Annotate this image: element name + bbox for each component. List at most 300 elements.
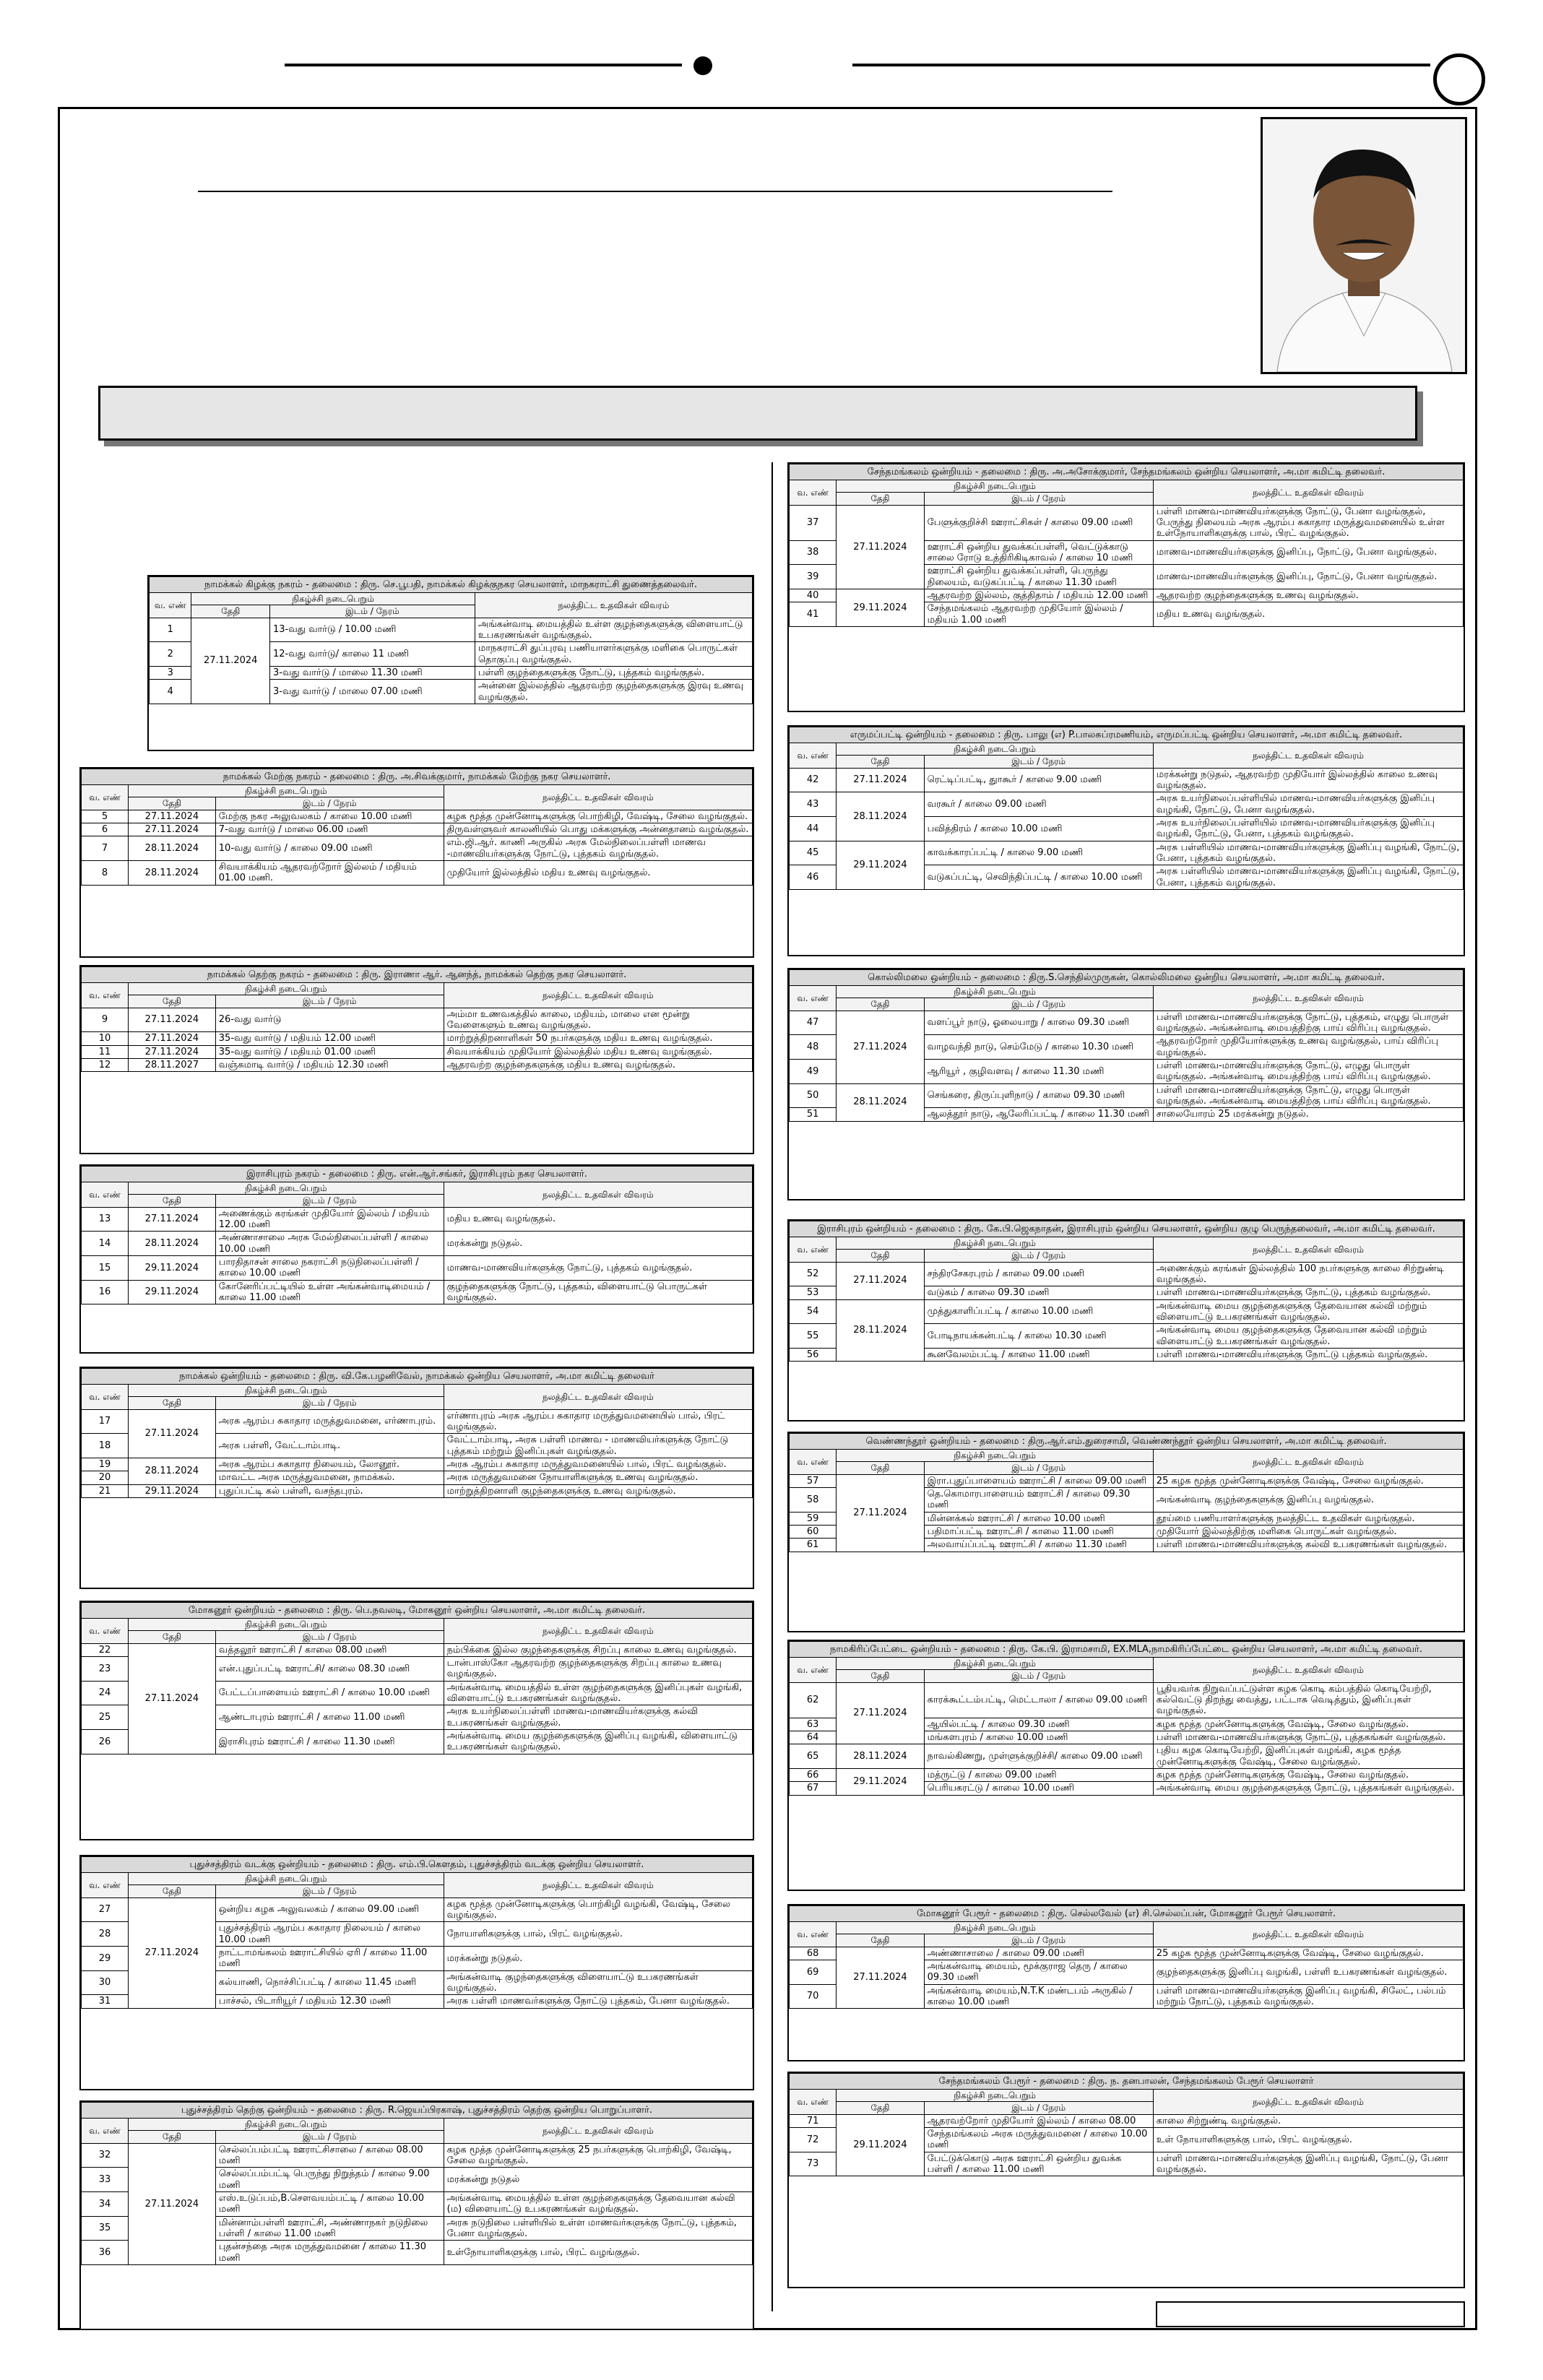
schedule-grid: [789, 1641, 1464, 1796]
table-row: [82, 1280, 753, 1304]
row-place-time: பாரதிதாசன் சாலை நகராட்சி நடுநிலைப்பள்ளி /காலை 10.00 மணி: [215, 1255, 444, 1280]
schedule-table: [79, 1367, 754, 1589]
row-details: அங்கன்வாடி மையத்தில் உள்ள குழந்தைகளுக்கு இனிப்புகள் வழங்கி, விளையாட்டு உபகரணங்கள் வழங்குதல்.: [444, 1681, 752, 1705]
row-number: 21: [82, 1484, 129, 1497]
schedule-table: [79, 1164, 754, 1354]
row-details: பள்ளி மாணவ-மாணவியர்களுக்கு இனிப்பு வழங்கி, சிலேட், பல்பம் மற்றும் நோட்டு, புத்தகம் வழங்குதல்.: [1153, 1984, 1463, 2009]
row-details: பள்ளி மாணவ-மாணவியர்களுக்கு கல்வி உபகரணங்கள் வழங்குதல்.: [1153, 1539, 1463, 1552]
column-header-event: நிகழ்ச்சி நடைபெறும்: [837, 1237, 1154, 1250]
row-details: அரசு மருத்துவமனை நோயாளிகளுக்கு உணவு வழங்குதல்.: [444, 1471, 752, 1484]
table-row: [790, 1474, 1464, 1487]
row-place-time: பெரியகரட்டு / காலை 10.00 மணி: [924, 1782, 1153, 1795]
row-number: 19: [82, 1458, 129, 1471]
row-number: 47: [790, 1011, 837, 1035]
row-place-time: ஆண்டாபுரம் ஊராட்சி / காலை 11.00 மணி: [215, 1705, 444, 1730]
row-place-time: முத்துகாளிப்பட்டி / காலை 10.00 மணி: [924, 1299, 1153, 1324]
row-number: 20: [82, 1471, 129, 1484]
row-place-time: பாச்சல், பிடாரியூர் / மதியம் 12.30 மணி: [215, 1995, 444, 2008]
column-header-details: நலத்திட்ட உதவிகள் விவரம்: [444, 785, 752, 810]
row-number: 36: [82, 2241, 129, 2265]
column-header-no: வ. எண்: [82, 785, 129, 810]
column-header-date: தேதி: [837, 1462, 924, 1474]
row-details: சாலையோரம் 25 மரக்கன்று நடுதல்.: [1153, 1108, 1463, 1121]
row-date: 27.11.2024: [129, 2143, 216, 2264]
column-header-place: இடம் / நேரம்: [269, 605, 475, 618]
page-number-circle: [1433, 53, 1485, 105]
row-place-time: தெ.கொமாரபாளையம் ஊராட்சி / காலை 09.30 மணி: [924, 1487, 1153, 1512]
row-number: 71: [790, 2114, 837, 2127]
table-row: [82, 1008, 753, 1032]
row-place-time: காரக்கூட்டம்பட்டி, மெட்டாலா / காலை 09.00 மணி: [924, 1682, 1153, 1718]
row-number: 25: [82, 1705, 129, 1730]
row-number: 12: [82, 1058, 129, 1071]
row-details: மாநகராட்சி துப்புரவு பணியாளர்களுக்கு மளிகை பொருட்கள் தொகுப்பு வழங்குதல்.: [475, 642, 752, 667]
row-place-time: பேட்டுக்கொடு அரசு ஊராட்சி ஒன்றிய துவக்க பள்ளி / காலை 11.00 மணி: [924, 2152, 1153, 2176]
table-row: [82, 810, 753, 823]
row-date: 27.11.2024: [837, 1474, 924, 1552]
row-details: கழக மூத்த முன்னோடிகளுக்கு பொற்கிழி, வேஷ்டி, சேலை வழங்குதல்.: [444, 810, 752, 823]
row-date: 27.11.2024: [129, 1643, 216, 1754]
row-date: 28.11.2024: [837, 1744, 924, 1769]
row-details: கழக மூத்த முன்னோடிகளுக்கு வேஷ்டி, சேலை வழங்குதல்.: [1153, 1718, 1463, 1731]
table-row: [82, 1643, 753, 1656]
row-details: குழந்தைகளுக்கு இனிப்பு வழங்கி, பள்ளி உபகரணங்கள் வழங்குதல்.: [1153, 1960, 1463, 1984]
column-header-details: நலத்திட்ட உதவிகள் விவரம்: [444, 1873, 752, 1897]
column-header-details: நலத்திட்ட உதவிகள் விவரம்: [1153, 743, 1463, 768]
column-header-no: வ. எண்: [790, 2090, 837, 2114]
row-details: அங்கன்வாடி மைய குழந்தைகளுக்கு தேவையான கல்வி மற்றும் விளையாட்டு உபகரணங்கள் வழங்குதல்.: [1153, 1324, 1463, 1349]
row-place-time: ரெட்டிப்பட்டி, துாகூர் / காலை 9.00 மணி: [924, 768, 1153, 792]
row-date: 29.11.2024: [837, 2114, 924, 2176]
table-row: [82, 1058, 753, 1071]
table-row: [82, 1484, 753, 1497]
table-title: இராசிபுரம் ஒன்றியம் - தலைமை : திரு. கே.பி.ஜெகநாதன், இராசிபுரம் ஒன்றிய செயலாளர், ஒன்றிய குழு பெருந்தலைவர், அ.மா கமிட்டி தலைவர்.: [790, 1221, 1464, 1237]
row-number: 62: [790, 1682, 837, 1718]
column-header-event: நிகழ்ச்சி நடைபெறும்: [837, 986, 1154, 998]
table-row: [790, 1299, 1464, 1324]
row-place-time: மேற்கு நகர அலுவலகம் / காலை 10.00 மணி: [215, 810, 444, 823]
table-title: கொல்லிமலை ஒன்றியம் - தலைமை : திரு.S.செந்தில்முருகன், கொல்லிமலை ஒன்றிய செயலாளர், அ.மா கமிட்டி தலைவர்.: [790, 970, 1464, 986]
row-place-time: அரசு பள்ளி, வேட்டாம்பாடி.: [215, 1434, 444, 1458]
column-header-date: தேதி: [837, 1934, 924, 1947]
row-number: 23: [82, 1656, 129, 1681]
row-details: பள்ளி மாணவ-மாணவியர்களுக்கு நோட்டு, பேனா வழங்குதல், பேருந்து நிலையம் அரசு ஆரம்ப சுகாதார மருத்துவமனையில் உள்ள உள்நோயாளிகளுக்கு பால், பிரட் வழங்குதல்.: [1153, 505, 1463, 540]
schedule-table: [787, 462, 1465, 712]
column-header-event: நிகழ்ச்சி நடைபெறும்: [129, 1182, 444, 1195]
row-date: 27.11.2024: [129, 1008, 216, 1032]
column-header-date: தேதி: [837, 756, 924, 768]
table-row: [82, 823, 753, 836]
row-number: 11: [82, 1045, 129, 1058]
row-date: 28.11.2024: [837, 1299, 924, 1362]
column-header-no: வ. எண்: [790, 1922, 837, 1947]
row-number: 55: [790, 1324, 837, 1349]
row-date: 27.11.2024: [129, 1032, 216, 1045]
column-header-details: நலத்திட்ட உதவிகள் விவரம்: [1153, 1922, 1463, 1947]
row-details: அரசு ஆரம்ப சுகாதார மருத்துவமனையில் பால், பிரட் வழங்குதல்.: [444, 1458, 752, 1471]
row-details: நோயாளிகளுக்கு பால், பிரட் வழங்குதல்.: [444, 1922, 752, 1947]
schedule-grid: [789, 1433, 1464, 1552]
row-place-time: கல்யாணி, நொச்சிப்பட்டி / காலை 11.45 மணி: [215, 1970, 444, 1995]
leader-photo: [1261, 117, 1467, 374]
row-number: 27: [82, 1897, 129, 1922]
row-details: அங்கன்வாடி குழந்தைகளுக்கு இனிப்பு வழங்குதல்.: [1153, 1487, 1463, 1512]
row-date: 29.11.2024: [129, 1280, 216, 1304]
row-place-time: ஒன்றிய கழக அலுவலகம் / காலை 09.00 மணி: [215, 1897, 444, 1922]
column-header-date: தேதி: [837, 493, 924, 505]
row-number: 29: [82, 1946, 129, 1970]
column-header-no: வ. எண்: [82, 1873, 129, 1897]
column-header-details: நலத்திட்ட உதவிகள் விவரம்: [444, 2119, 752, 2143]
row-place-time: 3-வது வார்டு / மாலை 11.30 மணி: [269, 666, 475, 679]
row-number: 43: [790, 792, 837, 817]
row-date: 28.11.2024: [129, 860, 216, 885]
column-header-details: நலத்திட்ட உதவிகள் விவரம்: [444, 1182, 752, 1207]
row-details: சிவயாக்கியம் முதியோர் இல்லத்தில் மதிய உணவு வழங்குதல்.: [444, 1045, 752, 1058]
row-number: 70: [790, 1984, 837, 2009]
schedule-table: [79, 965, 754, 1154]
row-place-time: கூனவேலம்பட்டி / காலை 11.00 மணி: [924, 1348, 1153, 1361]
row-date: 27.11.2024: [837, 1947, 924, 2009]
row-number: 41: [790, 602, 837, 627]
row-place-time: செல்லப்பம்பட்டி பெருந்து நிறுத்தம் / காலை 9.00 மணி: [215, 2168, 444, 2192]
row-place-time: இரா.புதுப்பாளையம் ஊராட்சி / காலை 09.00 மணி: [924, 1474, 1153, 1487]
column-header-details: நலத்திட்ட உதவிகள் விவரம்: [444, 1385, 752, 1409]
row-details: மரக்கன்று நடுதல்.: [444, 1232, 752, 1256]
row-place-time: வஞ்சுமாடி வார்டு / மதியம் 12.30 மணி: [215, 1058, 444, 1071]
table-row: [790, 768, 1464, 792]
row-number: 57: [790, 1474, 837, 1487]
row-details: மதிய உணவு வழங்குதல்.: [444, 1207, 752, 1232]
column-header-event: நிகழ்ச்சி நடைபெறும்: [837, 1922, 1154, 1934]
row-number: 35: [82, 2216, 129, 2241]
column-header-place: இடம் / நேரம்: [215, 1631, 444, 1643]
column-header-event: நிகழ்ச்சி நடைபெறும்: [129, 1385, 444, 1397]
row-place-time: ஆரியூர் , குழிவளவு / காலை 11.30 மணி: [924, 1059, 1153, 1083]
row-place-time: புதன்சந்தை அரசு மருத்துவமனை / காலை 11.30 மணி: [215, 2241, 444, 2265]
column-header-no: வ. எண்: [82, 1385, 129, 1409]
column-header-details: நலத்திட்ட உதவிகள் விவரம்: [1153, 1237, 1463, 1262]
column-header-date: தேதி: [129, 2131, 216, 2143]
row-number: 44: [790, 816, 837, 841]
schedule-table: [787, 1640, 1465, 1891]
column-header-event: நிகழ்ச்சி நடைபெறும்: [129, 2119, 444, 2131]
row-date: 28.11.2027: [129, 1058, 216, 1071]
column-header-no: வ. எண்: [790, 1450, 837, 1474]
row-place-time: இராசிபுரம் ஊராட்சி / காலை 11.30 மணி: [215, 1729, 444, 1754]
row-details: மாணவ-மாணவியர்களுக்கு இனிப்பு, நோட்டு, பேனா வழங்குதல்.: [1153, 565, 1463, 589]
schedule-table: [787, 1432, 1465, 1632]
row-place-time: போடிநாயக்கன்பட்டி / காலை 10.30 மணி: [924, 1324, 1153, 1349]
row-place-time: புதுச்சத்திரம் ஆரம்ப சுகாதார நிலையம் / காலை 10.00 மணி: [215, 1922, 444, 1947]
table-title: நாமக்கல் தெற்கு நகரம் - தலைமை : திரு. இராணா ஆர். ஆனந்த், நாமக்கல் தெற்கு நகர செயலாளர்.: [82, 967, 753, 983]
row-number: 5: [82, 810, 129, 823]
column-header-date: தேதி: [191, 605, 270, 618]
row-details: ஆதரவற்ற குழந்தைகளுக்கு மதிய உணவு வழங்குதல்.: [444, 1058, 752, 1071]
column-header-details: நலத்திட்ட உதவிகள் விவரம்: [1153, 2090, 1463, 2114]
row-details: 25 கழக மூத்த முன்னோடிகளுக்கு வேஷ்டி, சேலை வழங்குதல்.: [1153, 1474, 1463, 1487]
schedule-table: [787, 1219, 1465, 1421]
row-place-time: கோனேரிப்பட்டியில் உள்ள அங்கன்வாடிமையம் / காலை 11.00 மணி: [215, 1280, 444, 1304]
signature-box: [1156, 2301, 1465, 2327]
row-place-time: நாட்டாமங்கலம் ஊராட்சியில் ஏரி / காலை 11.00 மணி: [215, 1946, 444, 1970]
column-header-event: நிகழ்ச்சி நடைபெறும்: [837, 480, 1154, 493]
party-emblem-icon: [693, 56, 712, 75]
column-header-place: இடம் / நேரம்: [924, 1250, 1153, 1262]
row-place-time: பதிமாப்பட்டி ஊராட்சி / காலை 11.00 மணி: [924, 1525, 1153, 1538]
column-header-details: நலத்திட்ட உதவிகள் விவரம்: [444, 1619, 752, 1643]
row-date: 27.11.2024: [129, 1045, 216, 1058]
row-date: 29.11.2024: [837, 589, 924, 626]
row-details: அரசு உயர்நிலைப்பள்ளியில் மாணவ-மாணவியர்களுக்கு இனிப்பு வழங்கி, நோட்டு, பேனா வழங்குதல்.: [1153, 792, 1463, 817]
row-details: 25 கழக மூத்த முன்னோடிகளுக்கு வேஷ்டி, சேலை வழங்குதல்.: [1153, 1947, 1463, 1960]
row-details: கழக மூத்த முன்னோடிகளுக்கு வேஷ்டி, சேலை வழங்குதல்.: [1153, 1768, 1463, 1781]
row-number: 13: [82, 1207, 129, 1232]
row-details: எர்ணாபுரம் அரசு ஆரம்ப சுகாதார மருத்துவமனையில் பால், பிரட் வழங்குதல்.: [444, 1409, 752, 1434]
row-place-time: பவித்திரம் / காலை 10.00 மணி: [924, 816, 1153, 841]
column-header-details: நலத்திட்ட உதவிகள் விவரம்: [1153, 986, 1463, 1011]
table-row: [82, 860, 753, 885]
table-row: [790, 1947, 1464, 1960]
column-header-place: இடம் / நேரம்: [215, 2131, 444, 2143]
row-date: 27.11.2024: [129, 1207, 216, 1232]
row-place-time: அணைக்கும் கரங்கள் முதியோர் இல்லம் / மதியம் 12.00 மணி: [215, 1207, 444, 1232]
row-details: உள் நோயாளிகளுக்கு பால், பிரட் வழங்குதல்.: [1153, 2127, 1463, 2152]
column-header-details: நலத்திட்ட உதவிகள் விவரம்: [475, 593, 752, 618]
row-date: 29.11.2024: [129, 1484, 216, 1497]
schedule-grid: [789, 1905, 1464, 2009]
row-number: 73: [790, 2152, 837, 2176]
column-header-place: இடம் / நேரம்: [924, 2102, 1153, 2114]
row-number: 39: [790, 565, 837, 589]
column-header-event: நிகழ்ச்சி நடைபெறும்: [129, 983, 444, 995]
row-details: பள்ளி மாணவ-மாணவியர்களுக்கு நோட்டு, புத்தகம், எழுது பொருள் வழங்குதல். அங்கன்வாடி மையத்திற்கு பாய் விரிப்பு வழங்குதல்.: [1153, 1011, 1463, 1035]
header-rule-left: [285, 64, 682, 66]
table-row: [790, 841, 1464, 865]
row-number: 34: [82, 2191, 129, 2216]
column-header-no: வ. எண்: [790, 986, 837, 1011]
row-details: பள்ளி குழந்தைகளுக்கு நோட்டு, புத்தகம் வழங்குதல்.: [475, 666, 752, 679]
table-row: [790, 792, 1464, 817]
row-details: அங்கன்வாடி மைய குழந்தைகளுக்கு தேவையான கல்வி மற்றும் விளையாட்டு உபகரணங்கள் வழங்குதல்.: [1153, 1299, 1463, 1324]
row-details: மாணவ-மாணவியர்களுக்கு இனிப்பு, நோட்டு, பேனா வழங்குதல்.: [1153, 540, 1463, 565]
row-details: அம்மா உணவகத்தில் காலை, மதியம், மாலை என மூன்று வேளைகளும் உணவு வழங்குதல்.: [444, 1008, 752, 1032]
column-header-date: தேதி: [129, 1885, 216, 1897]
row-number: 68: [790, 1947, 837, 1960]
row-number: 42: [790, 768, 837, 792]
row-number: 60: [790, 1525, 837, 1538]
table-title: மோகனூர் ஒன்றியம் - தலைமை : திரு. பெ.நவலடி, மோகனூர் ஒன்றிய செயலாளர், அ.மா கமிட்டி தலைவர்.: [82, 1603, 753, 1619]
column-header-details: நலத்திட்ட உதவிகள் விவரம்: [1153, 480, 1463, 505]
column-divider: [772, 462, 773, 2311]
schedule-table: [787, 1904, 1465, 2061]
row-number: 33: [82, 2168, 129, 2192]
row-date: 27.11.2024: [837, 505, 924, 589]
row-details: கழக மூத்த முன்னோடிகளுக்கு 25 நபர்களுக்கு பொற்கிழி, வேஷ்டி, சேலை வழங்குதல்.: [444, 2143, 752, 2168]
table-title: புதுச்சத்திரம் வடக்கு ஒன்றியம் - தலைமை : திரு. எம்.பி.கௌதம், புதுச்சத்திரம் வடக்கு ஒன்றிய செயலாளர்.: [82, 1857, 753, 1873]
column-header-place: இடம் / நேரம்: [215, 797, 444, 810]
header-rule-right: [852, 64, 1430, 66]
row-place-time: எஸ்.உடுப்பம்,B.சௌவயம்பட்டி / காலை 10.00 மணி: [215, 2191, 444, 2216]
row-number: 26: [82, 1729, 129, 1754]
schedule-table: [787, 2072, 1465, 2288]
schedule-table: [79, 2100, 754, 2330]
row-number: 9: [82, 1008, 129, 1032]
row-place-time: வளப்பூர் நாடு, ஓலையாறு / காலை 09.30 மணி: [924, 1011, 1153, 1035]
row-details: பள்ளி மாணவ-மாணவியர்களுக்கு நோட்டு, எழுது பொருள் வழங்குதல். அங்கன்வாடி மையத்திற்கு பாய் விரிப்பு வழங்குதல்.: [1153, 1059, 1463, 1083]
column-header-event: நிகழ்ச்சி நடைபெறும்: [129, 1873, 444, 1885]
row-place-time: அண்ணாசாலை / காலை 09.00 மணி: [924, 1947, 1153, 1960]
row-date: 28.11.2024: [837, 792, 924, 841]
row-number: 30: [82, 1970, 129, 1995]
row-number: 4: [150, 680, 191, 704]
schedule-grid: [789, 969, 1464, 1122]
column-header-no: வ. எண்: [790, 480, 837, 505]
row-place-time: 7-வது வார்டு / மாலை 06.00 மணி: [215, 823, 444, 836]
row-place-time: அங்கன்வாடி மையம், மூக்குராஜ தெரு / காலை 09.30 மணி: [924, 1960, 1153, 1984]
schedule-grid: [789, 2073, 1464, 2176]
table-row: [790, 1083, 1464, 1108]
schedule-table: [147, 575, 754, 751]
row-date: 27.11.2024: [837, 768, 924, 792]
row-details: அரசு உயர்நிலைப்பள்ளி மாணவ-மாணவியர்களுக்கு கல்வி உபகரணங்கள் வழங்குதல்.: [444, 1705, 752, 1730]
row-number: 40: [790, 589, 837, 602]
row-place-time: சந்திரசேகரபுரம் / காலை 09.00 மணி: [924, 1262, 1153, 1286]
column-header-place: இடம் / நேரம்: [215, 1397, 444, 1409]
table-row: [790, 505, 1464, 540]
row-details: அங்கன்வாடி மைய குழந்தைகளுக்கு நோட்டு, புத்தகங்கள் வழங்குதல்.: [1153, 1782, 1463, 1795]
row-date: 28.11.2024: [129, 1458, 216, 1484]
row-place-time: 12-வது வார்டு/ காலை 11 மணி: [269, 642, 475, 667]
table-row: [790, 2114, 1464, 2127]
row-place-time: மங்களபுரம் / காலை 10.00 மணி: [924, 1731, 1153, 1744]
row-details: நம்பிக்கை இல்ல குழந்தைகளுக்கு சிறப்பு காலை உணவு வழங்குதல்.: [444, 1643, 752, 1656]
table-row: [82, 1409, 753, 1434]
row-number: 48: [790, 1035, 837, 1060]
row-number: 22: [82, 1643, 129, 1656]
row-details: தூய்மை பணியாளர்களுக்கு நலத்திட்ட உதவிகள் வழங்குதல்.: [1153, 1512, 1463, 1525]
row-details: அங்கன்வாடி மையத்தில் உள்ள குழந்தைகளுக்கு விளையாட்டு உபகரணங்கள் வழங்குதல்.: [475, 618, 752, 642]
row-number: 61: [790, 1539, 837, 1552]
table-title: இராசிபுரம் நகரம் - தலைமை : திரு. என்.ஆர்.சங்கர், இராசிபுரம் நகர செயலாளர்.: [82, 1167, 753, 1182]
row-details: பள்ளி மாணவ-மாணவியர்களுக்கு நோட்டு, புத்தகம் வழங்குதல்.: [1153, 1286, 1463, 1299]
column-header-date: தேதி: [837, 998, 924, 1011]
row-place-time: 10-வது வார்டு / காலை 09.00 மணி: [215, 836, 444, 861]
row-place-time: ஆலத்தூர் நாடு, ஆலேரிப்பட்டி / காலை 11.30 மணி: [924, 1108, 1153, 1121]
row-details: மாற்றுத்திறனாளி குழந்தைகளுக்கு உணவு வழங்குதல்.: [444, 1484, 752, 1497]
row-number: 31: [82, 1995, 129, 2008]
column-header-place: இடம் / நேரம்: [215, 1195, 444, 1207]
row-number: 45: [790, 841, 837, 865]
row-details: அன்னை இல்லத்தில் ஆதரவற்ற குழந்தைகளுக்கு இரவு உணவு வழங்குதல்.: [475, 680, 752, 704]
schedule-grid: [81, 769, 753, 886]
row-date: 27.11.2024: [129, 810, 216, 823]
table-title: நாமக்கல் மேற்கு நகரம் - தலைமை : திரு. அ.சிவக்குமார், நாமக்கல் மேற்கு நகர செயலாளர்.: [82, 769, 753, 785]
row-number: 24: [82, 1681, 129, 1705]
row-place-time: வத்தலூர் ஊராட்சி / காலை 08.00 மணி: [215, 1643, 444, 1656]
row-place-time: 35-வது வார்டு / மதியம் 01.00 மணி: [215, 1045, 444, 1058]
row-number: 46: [790, 865, 837, 890]
table-row: [150, 618, 753, 642]
row-number: 52: [790, 1262, 837, 1286]
row-number: 65: [790, 1744, 837, 1769]
row-number: 72: [790, 2127, 837, 2152]
row-number: 67: [790, 1782, 837, 1795]
row-details: பள்ளி மாணவ-மாணவியர்களுக்கு நோட்டு புத்தகம் வழங்குதல்.: [1153, 1348, 1463, 1361]
column-header-date: தேதி: [129, 1397, 216, 1409]
row-place-time: பேளுக்குறிச்சி ஊராட்சிகள் / காலை 09.00 மணி: [924, 505, 1153, 540]
row-number: 66: [790, 1768, 837, 1781]
column-header-event: நிகழ்ச்சி நடைபெறும்: [837, 1658, 1154, 1670]
column-header-event: நிகழ்ச்சி நடைபெறும்: [191, 593, 475, 605]
column-header-event: நிகழ்ச்சி நடைபெறும்: [837, 1450, 1154, 1462]
row-details: பள்ளி மாணவ-மாணவியர்களுக்கு நோட்டு, எழுது பொருள் வழங்குதல். அங்கன்வாடி மையத்திற்கு பாய் விரிப்பு வழங்குதல்.: [1153, 1083, 1463, 1108]
row-details: அரசு உயர்நிலைப்பள்ளியில் மாணவ-மாணவியர்களுக்கு இனிப்பு வழங்கி, நோட்டு, பேனா, புத்தகம் வழங்குதல்.: [1153, 816, 1463, 841]
row-number: 14: [82, 1232, 129, 1256]
schedule-grid: [789, 1221, 1464, 1362]
row-number: 18: [82, 1434, 129, 1458]
row-number: 37: [790, 505, 837, 540]
row-place-time: மாவட்ட அரசு மருத்துவமனை, நாமக்கல்.: [215, 1471, 444, 1484]
row-details: முதியோர் இல்லத்திற்கு மளிகை பொருட்கள் வழங்குதல்.: [1153, 1525, 1463, 1538]
column-header-place: இடம் / நேரம்: [215, 995, 444, 1008]
row-place-time: வாழவந்தி நாடு, செம்மேடு / காலை 10.30 மணி: [924, 1035, 1153, 1060]
table-row: [82, 1032, 753, 1045]
column-header-no: வ. எண்: [82, 2119, 129, 2143]
row-number: 28: [82, 1922, 129, 1947]
table-title: நாமகிரிப்பேட்டை ஒன்றியம் - தலைமை : திரு. கே.பி. இராமசாமி, EX.MLA,நாமகிரிப்பேட்டை ஒன்றிய செயலாளர், அ.மா கமிட்டி தலைவர்.: [790, 1642, 1464, 1658]
table-title: எருமப்பட்டி ஒன்றியம் - தலைமை : திரு. பாலு (எ) P.பாலசுப்ரமணியம், எருமப்பட்டி ஒன்றிய செயலாளர், அ.மா கமிட்டி தலைவர்.: [790, 727, 1464, 743]
row-place-time: நாவல்கிணறு, முள்ளுக்குறிச்சி/ காலை 09.00 மணி: [924, 1744, 1153, 1769]
table-title: புதுச்சத்திரம் தெற்கு ஒன்றியம் - தலைமை : திரு. R.ஜெயப்பிரகாஷ், புதுச்சத்திரம் தெற்கு ஒன்றிய பொறுப்பாளர்.: [82, 2103, 753, 2119]
row-number: 2: [150, 642, 191, 667]
column-header-no: வ. எண்: [790, 1658, 837, 1682]
row-number: 69: [790, 1960, 837, 1984]
table-row: [82, 1458, 753, 1471]
row-details: டான்பாஸ்கோ ஆதரவற்ற குழந்தைகளுக்கு சிறப்பு காலை உணவு வழங்குதல்.: [444, 1656, 752, 1681]
row-date: 29.11.2024: [837, 1768, 924, 1795]
row-place-time: மத்ருட்டு / காலை 09.00 மணி: [924, 1768, 1153, 1781]
column-header-place: இடம் / நேரம்: [924, 1462, 1153, 1474]
row-place-time: வடுகப்பட்டி, செவிந்திப்பட்டி / காலை 10.00 மணி: [924, 865, 1153, 890]
row-place-time: செல்லப்பம்பட்டி ஊராட்சிசாலை / காலை 08.00 மணி: [215, 2143, 444, 2168]
portrait-icon: [1263, 119, 1465, 372]
row-details: அங்கன்வாடி மைய குழந்தைகளுக்கு இனிப்பு வழங்கி, விளையாட்டு உபகரணங்கள் வழங்குதல்.: [444, 1729, 752, 1754]
row-place-time: சேந்தமங்கலம் ஆதரவற்ற முதியோர் இல்லம் / மதியம் 1.00 மணி: [924, 602, 1153, 627]
announcement-banner: [98, 386, 1417, 441]
table-row: [790, 589, 1464, 602]
row-details: மரக்கன்று நடுதல், ஆதரவற்ற முதியோர் இல்லத்தில் காலை உணவு வழங்குதல்.: [1153, 768, 1463, 792]
column-header-details: நலத்திட்ட உதவிகள் விவரம்: [1153, 1450, 1463, 1474]
column-header-no: வ. எண்: [82, 983, 129, 1008]
row-number: 64: [790, 1731, 837, 1744]
schedule-table: [787, 725, 1465, 956]
column-header-no: வ. எண்: [150, 593, 191, 618]
table-title: நாமக்கல் கிழக்கு நகரம் - தலைமை : திரு. செ.பூபதி, நாமக்கல் கிழக்குநகர செயலாளர், மாநகராட்சி துணைத்தலைவர்.: [150, 577, 753, 593]
row-number: 59: [790, 1512, 837, 1525]
row-details: திருவள்ளுவர் காலனியில் பொது மக்களுக்கு அன்னதானம் வழங்குதல்.: [444, 823, 752, 836]
row-number: 63: [790, 1718, 837, 1731]
row-place-time: 13-வது வார்டு / 10.00 மணி: [269, 618, 475, 642]
row-date: 29.11.2024: [837, 841, 924, 889]
schedule-table: [79, 1855, 754, 2090]
column-header-place: இடம் / நேரம்: [924, 756, 1153, 768]
row-place-time: அரசு ஆரம்ப சுகாதார நிலையம், லோனூர்.: [215, 1458, 444, 1471]
row-number: 7: [82, 836, 129, 861]
row-place-time: என்.புதுப்பட்டி ஊராட்சி/ காலை 08.30 மணி: [215, 1656, 444, 1681]
column-header-place: இடம் / நேரம்: [924, 493, 1153, 505]
table-row: [82, 1045, 753, 1058]
